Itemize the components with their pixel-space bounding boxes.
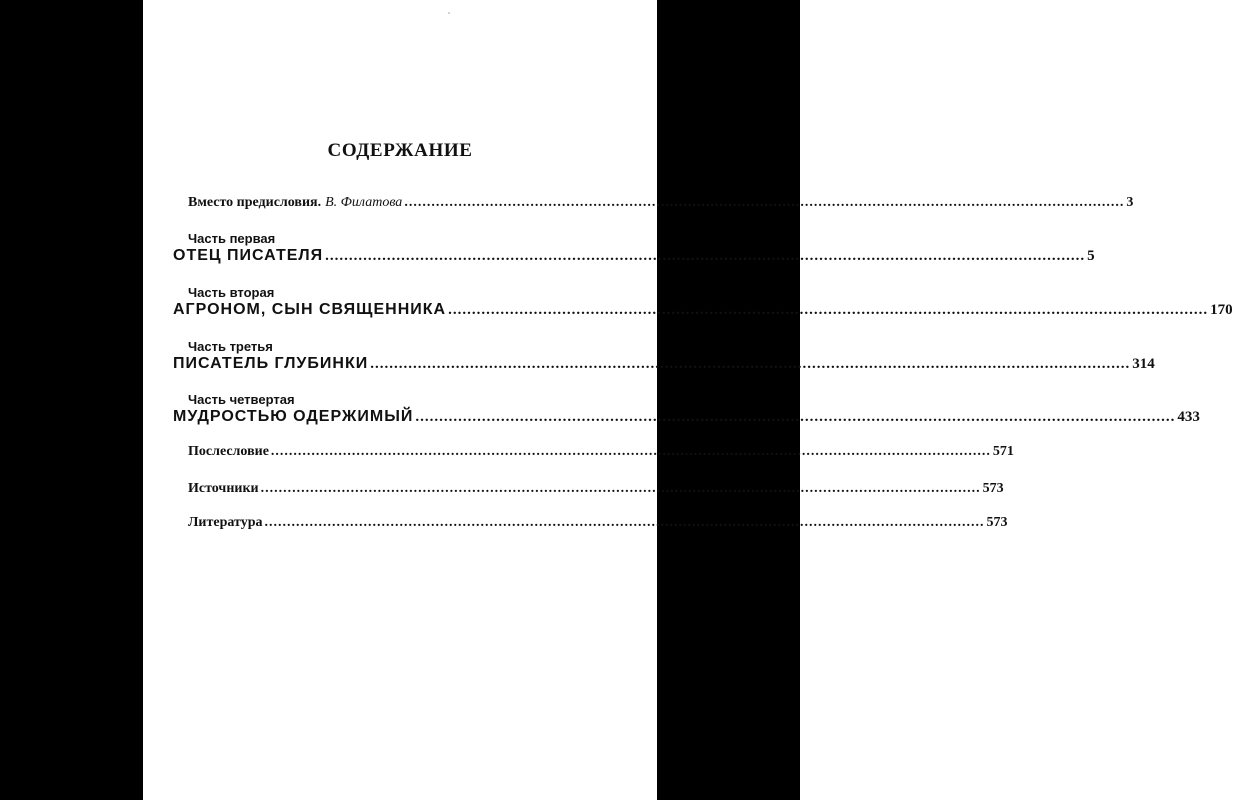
toc-leader-dots: ................................................................................................................................................................ <box>325 248 1086 264</box>
toc-part-label: Часть вторая <box>188 285 275 300</box>
right-black-border <box>657 0 800 800</box>
toc-entry-title: ОТЕЦ ПИСАТЕЛЯ <box>173 247 324 264</box>
toc-part-label: Часть третья <box>188 339 273 354</box>
toc-entry-label: Послесловие <box>188 444 269 459</box>
book-page <box>143 0 1233 800</box>
toc-entry-literature <box>188 515 1008 531</box>
toc-leader-dots: ................................................................................................................................................................ <box>404 195 1125 210</box>
page-title: СОДЕРЖАНИЕ <box>327 140 473 161</box>
toc-entry-title: АГРОНОМ, СЫН СВЯЩЕННИКА <box>173 301 447 318</box>
toc-leader-dots: ................................................................................................................................................................ <box>264 515 985 530</box>
toc-entry-label: Литература <box>188 515 263 530</box>
toc-leader-dots: ................................................................................................................................................................ <box>370 356 1131 372</box>
toc-leader-dots: ................................................................................................................................................................ <box>270 444 991 459</box>
toc-entry-page: 314 <box>1132 356 1155 372</box>
toc-entry-page: 5 <box>1087 248 1095 264</box>
toc-entry-label: Вместо предисловия. <box>188 195 322 210</box>
toc-entry-title: МУДРОСТЬЮ ОДЕРЖИМЫЙ <box>173 408 414 425</box>
toc-part-label: Часть четвертая <box>188 392 295 407</box>
toc-entry-sources <box>188 481 1004 497</box>
toc-entry-part-4 <box>173 408 1200 426</box>
toc-entry-page: 571 <box>992 444 1014 459</box>
toc-entry-page: 573 <box>986 515 1008 530</box>
toc-entry-label: Источники <box>188 481 259 496</box>
page-speck <box>448 12 450 14</box>
toc-entry-page: 433 <box>1177 409 1200 425</box>
toc-entry-part-2 <box>173 301 1233 319</box>
toc-leader-dots: ................................................................................................................................................................ <box>448 302 1209 318</box>
toc-entry-title: ПИСАТЕЛЬ ГЛУБИНКИ <box>173 355 369 372</box>
left-black-border <box>0 0 143 800</box>
toc-entry-page: 3 <box>1126 195 1134 210</box>
toc-leader-dots: ................................................................................................................................................................ <box>260 481 981 496</box>
toc-leader-dots: ................................................................................................................................................................ <box>415 409 1176 425</box>
toc-entry-afterword <box>188 444 1014 460</box>
toc-entry-part-3 <box>173 355 1155 373</box>
toc-entry-author: В. Филатова <box>325 195 403 210</box>
toc-part-label: Часть первая <box>188 231 276 246</box>
toc-entry-page: 573 <box>982 481 1004 496</box>
toc-entry-part-1 <box>173 247 1095 265</box>
toc-entry-preface <box>188 195 1134 211</box>
toc-entry-page: 170 <box>1210 302 1233 318</box>
